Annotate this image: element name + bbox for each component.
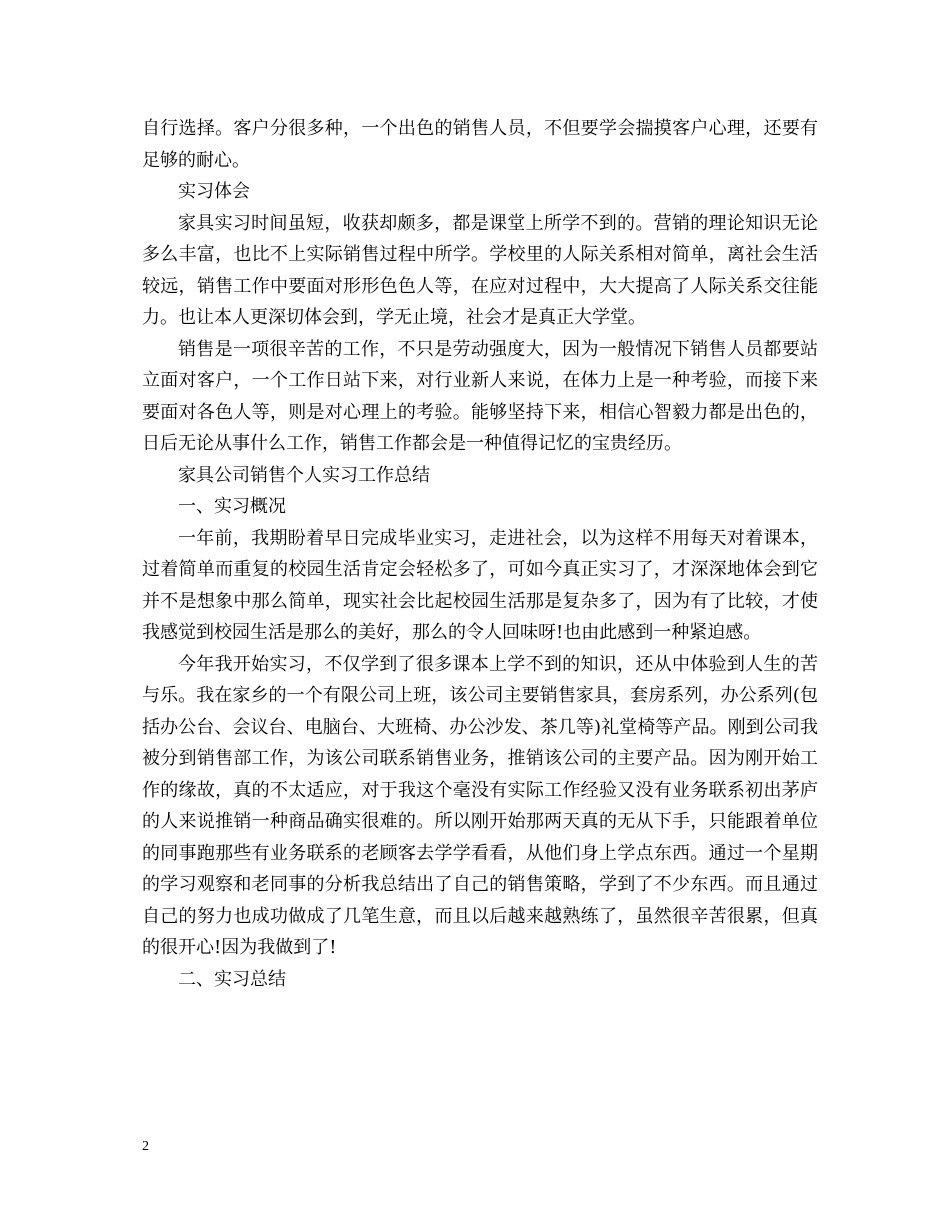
section-heading-summary: 二、实习总结 bbox=[178, 968, 286, 990]
document-body bbox=[142, 113, 818, 995]
paragraph-1: 自行选择。客户分很多种，一个出色的销售人员，不但要学会揣摸客户心理，还要有足够的耐心。 bbox=[142, 118, 818, 171]
paragraph-4: 销售是一项很辛苦的工作，不只是劳动强度大，因为一般情况下销售人员都要站立面对客户，一个工作日站下来，对行业新人来说，在体力上是一种考验，而接下来要面对各色人等，则是对心理上的考验。能够坚持下来，相信心智毅力都是出色的，日后无论从事什么工作，销售工作都会是一种值得记忆的宝贵经历。 bbox=[142, 338, 818, 454]
paragraph-7: 一年前，我期盼着早日完成毕业实习，走进社会，以为这样不用每天对着课本，过着简单而重复的校园生活肯定会轻松多了，可如今真正实习了，才深深地体会到它并不是想象中那么简单，现实社会比起校园生活那是复杂多了，因为有了比较，才使我感觉到校园生活是那么的美好，那么的令人回味呀!也由此感到一种紧迫感。 bbox=[142, 527, 818, 643]
section-heading-practice-experience: 实习体会 bbox=[178, 181, 250, 202]
document-title: 家具公司销售个人实习工作总结 bbox=[178, 464, 430, 486]
paragraph-8: 今年我开始实习，不仅学到了很多课本上学不到的知识，还从中体验到人生的苦与乐。我在家乡的一个有限公司上班，该公司主要销售家具，套房系列，办公系列(包括办公台、会议台、电脑台、大班椅、办公沙发、茶几等)礼堂椅等产品。刚到公司我被分到销售部工作，为该公司联系销售业务，推销该公司的主要产品。因为刚开始工作的缘故，真的不太适应，对于我这个毫没有实际工作经验又没有业务联系初出茅庐的人来说推销一种商品确实很难的。所以刚开始那两天真的无从下手，只能跟着单位的同事跑那些有业务联系的老顾客去学学看看，从他们身上学点东西。通过一个星期的学习观察和老同事的分析我总结出了自己的销售策略，学到了不少东西。而且通过自己的努力也成功做成了几笔生意，而且以后越来越熟练了，虽然很辛苦很累，但真的很开心!因为我做到了! bbox=[142, 653, 818, 958]
section-heading-overview: 一、实习概况 bbox=[178, 496, 286, 517]
page-number: 2 bbox=[142, 1139, 149, 1154]
paragraph-3: 家具实习时间虽短，收获却颇多，都是课堂上所学不到的。营销的理论知识无论多么丰富，也比不上实际销售过程中所学。学校里的人际关系相对简单，离社会生活较远，销售工作中要面对形形色色人等，在应对过程中，大大提高了人际关系交往能力。也让本人更深切体会到，学无止境，社会才是真正大学堂。 bbox=[142, 212, 818, 328]
